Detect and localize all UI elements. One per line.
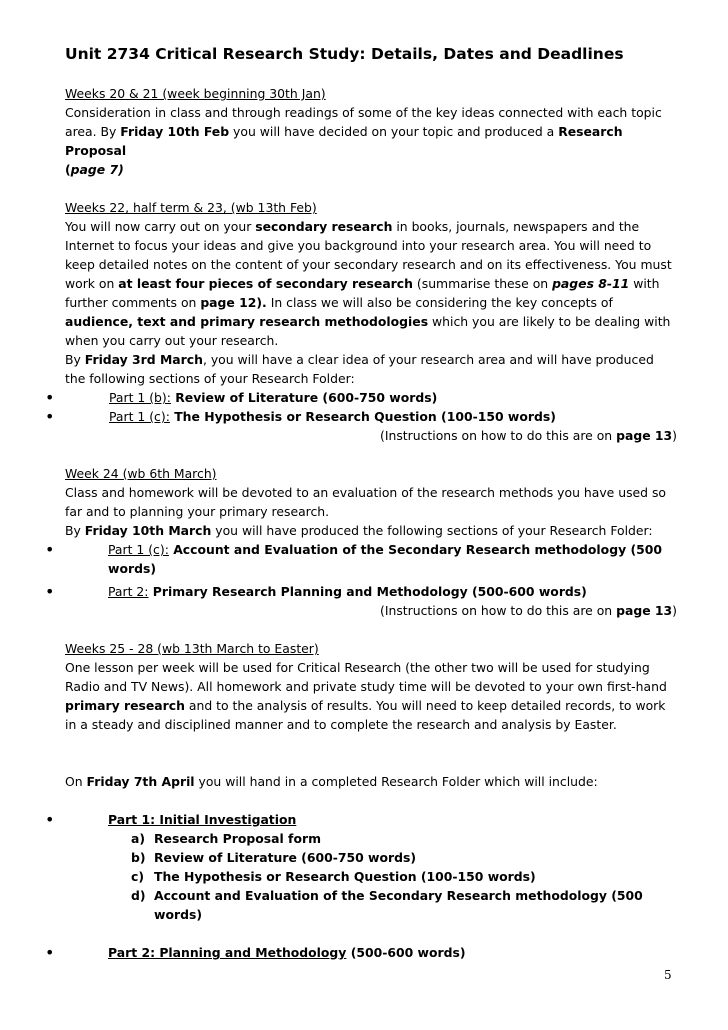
page-ref: page 12). [200,295,267,310]
text: ( [65,162,71,177]
text: with further comments on [65,276,660,310]
text: and to the analysis of results. You will need to keep detailed records, to work in a steady and disciplined manner and to complete the research and analysis by Easter. [65,698,666,732]
bullet-list [45,388,677,426]
sub-item [131,886,677,924]
section-heading: Weeks 20 & 21 (week beginning 30th Jan) [65,86,326,101]
section-body [65,521,677,540]
list-item [45,810,677,924]
item-label: Part 1 (c): [108,542,169,557]
text: (Instructions on how to do this are on [380,603,617,618]
section-week-24 [45,464,677,620]
text: , you will have a clear idea of your research area and will have produced the following sections of your Research Folder: [65,352,654,386]
text: (Instructions on how to do this are on [380,428,617,443]
bullet-icon: • [45,540,55,559]
text: in books, journals, newspapers and the Internet to focus your ideas and give you background into your research area. You will need to keep detailed notes on the content of your secondary research and on its effectiveness. You must work on [65,219,672,291]
section-body [65,772,677,791]
page-ref: page 13 [616,603,673,618]
sub-item-text: Research Proposal form [154,831,321,846]
section-heading: Weeks 22, half term & 23, (wb 13th Feb) [65,200,317,215]
deadline-text: Friday 10th March [84,523,212,538]
item-label: Part 1 (b): [109,390,171,405]
bullet-icon: • [45,388,55,407]
bullet-icon: • [45,582,55,601]
section-body [65,103,677,179]
item-text: Review of Literature (600-750 words) [170,390,438,405]
deadline-text: Friday 10th Feb [120,124,230,139]
list-item [45,540,677,578]
bullet-icon: • [45,407,55,426]
text: In class we will also be considering the key concepts of [266,295,613,310]
list-item [45,943,677,962]
text: Consideration in class and through readings of some of the key ideas connected with each topic area. By [65,105,662,139]
list-item [45,407,677,426]
page-title: Unit 2734 Critical Research Study: Details, Dates and Deadlines [65,45,624,63]
section-weeks-25-28 [65,639,677,734]
section-body [65,658,677,734]
bullet-list [45,810,677,962]
sub-item [131,829,677,848]
sub-item-label: d) [131,888,146,903]
item-text: Account and Evaluation of the Secondary Research methodology (500 words) [108,542,662,576]
bullet-icon: • [45,810,55,829]
sub-item [131,848,677,867]
text: On [65,774,87,789]
text: By [65,352,85,367]
deadline-text: Friday 3rd March [84,352,203,367]
item-text: Primary Research Planning and Methodology (500-600 words) [148,584,587,599]
instructions-note [65,426,677,445]
section-body [65,350,677,388]
sub-item-text: Account and Evaluation of the Secondary Research methodology (500 words) [154,888,643,922]
document-page [45,44,677,962]
sub-list [108,829,677,924]
sub-item-label: b) [131,850,146,865]
sub-item-label: c) [131,869,145,884]
sub-item-text: The Hypothesis or Research Question (100-150 words) [154,869,536,884]
instructions-note [65,601,677,620]
bold-text: at least four pieces of secondary research [118,276,413,291]
list-item [45,582,677,601]
section-heading: Weeks 25 - 28 (wb 13th March to Easter) [65,641,319,656]
section-body: Class and homework will be devoted to an evaluation of the research methods you have used so far and to planning your primary research. [65,485,666,519]
text: which you are likely to be dealing with when you carry out your research. [65,314,671,348]
text: (summarise these on [412,276,553,291]
item-label: Part 2: Planning and Methodology [108,945,347,960]
section-body [65,217,677,350]
sub-item-text: Review of Literature (600-750 words) [154,850,416,865]
item-label: Part 2: [108,584,149,599]
page-number: 5 [664,968,672,982]
item-label: Part 1 (c): [109,409,170,424]
page-ref: page 13 [616,428,673,443]
list-item [45,388,677,407]
sub-item [131,867,677,886]
bullet-icon: • [45,943,55,962]
item-text: The Hypothesis or Research Question (100-150 words) [169,409,556,424]
bold-text: secondary research [255,219,393,234]
section-weeks-20-21 [65,84,677,179]
bold-text: audience, text and primary research methodologies [65,314,429,329]
text: One lesson per week will be used for Critical Research (the other two will be used for studying Radio and TV News). All homework and private study time will be devoted to your own first-hand [65,660,667,694]
bullet-list [45,540,677,601]
text: ) [672,428,677,443]
text: ) [672,603,677,618]
text: you will have decided on your topic and produced a [229,124,559,139]
text: You will now carry out on your [65,219,256,234]
item-text: (500-600 words) [346,945,466,960]
deadline-text: Friday 7th April [86,774,195,789]
section-hand-in [45,772,677,962]
text: By [65,523,85,538]
item-label: Part 1: Initial Investigation [108,812,297,827]
section-weeks-22-23 [45,198,677,445]
bold-text: Research Proposal [65,124,623,158]
page-ref: pages 8-11 [552,276,630,291]
bold-text: primary research [65,698,185,713]
page-ref: page 7) [70,162,124,177]
text: you will have produced the following sections of your Research Folder: [211,523,653,538]
sub-item-label: a) [131,831,146,846]
section-heading: Week 24 (wb 6th March) [65,466,217,481]
text: you will hand in a completed Research Folder which will include: [194,774,598,789]
